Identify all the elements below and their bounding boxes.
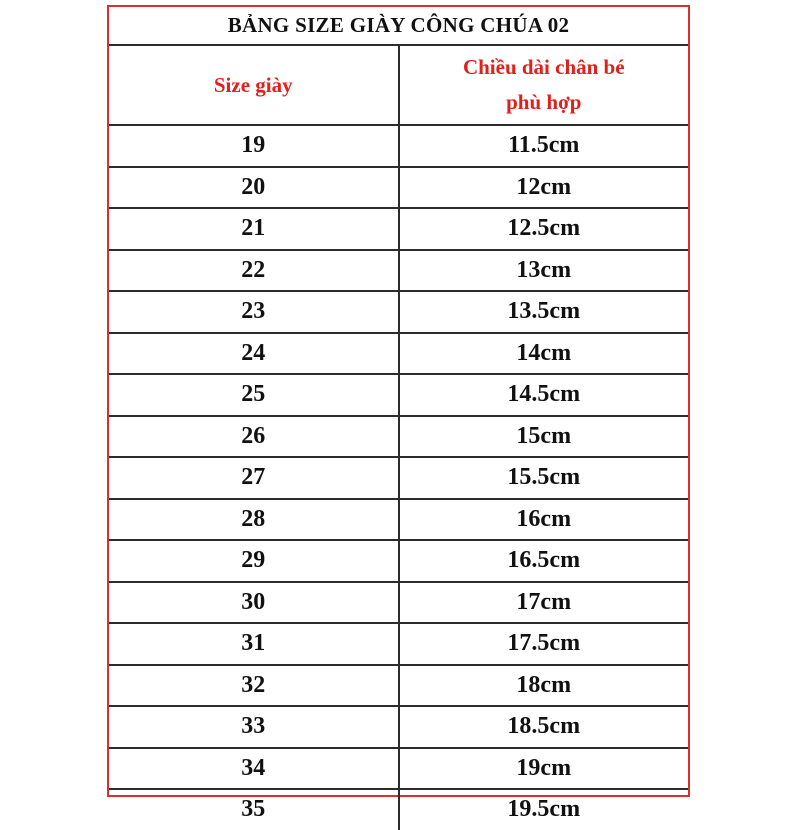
size-cell: 35 bbox=[109, 789, 399, 830]
title-row bbox=[109, 7, 688, 45]
size-cell: 22 bbox=[109, 250, 399, 292]
length-header-line1: Chiều dài chân bé bbox=[462, 55, 625, 79]
table-row bbox=[109, 582, 688, 624]
size-cell: 32 bbox=[109, 665, 399, 707]
table-row bbox=[109, 416, 688, 458]
table-row bbox=[109, 167, 688, 209]
size-chart-frame bbox=[107, 5, 690, 823]
table-row bbox=[109, 291, 688, 333]
size-cell: 31 bbox=[109, 623, 399, 665]
length-cell: 14cm bbox=[399, 333, 689, 375]
table-row bbox=[109, 540, 688, 582]
length-header-line2: phù hợp bbox=[506, 90, 582, 114]
table-row bbox=[109, 333, 688, 375]
length-cell: 16.5cm bbox=[399, 540, 689, 582]
length-cell: 19.5cm bbox=[507, 796, 581, 823]
size-cell: 26 bbox=[109, 416, 399, 458]
size-cell: 28 bbox=[109, 499, 399, 541]
size-rows bbox=[109, 125, 688, 830]
length-cell: 17.5cm bbox=[399, 623, 689, 665]
header-row bbox=[109, 45, 688, 125]
length-cell: 14.5cm bbox=[399, 374, 689, 416]
size-cell: 33 bbox=[109, 706, 399, 748]
table-row bbox=[109, 457, 688, 499]
size-column-header: Size giày bbox=[109, 45, 399, 125]
table-row bbox=[109, 208, 688, 250]
length-cell: 18.5cm bbox=[399, 706, 689, 748]
length-cell: 18cm bbox=[399, 665, 689, 707]
size-cell: 30 bbox=[109, 582, 399, 624]
length-cell: 12cm bbox=[399, 167, 689, 209]
size-cell: 21 bbox=[109, 208, 399, 250]
size-cell: 23 bbox=[109, 291, 399, 333]
size-cell: 24 bbox=[109, 333, 399, 375]
chart-title: BẢNG SIZE GIÀY CÔNG CHÚA 02 bbox=[109, 7, 688, 45]
length-cell: 13.5cm bbox=[399, 291, 689, 333]
size-cell: 20 bbox=[109, 167, 399, 209]
length-cell: 19cm bbox=[399, 748, 689, 790]
table-row bbox=[109, 374, 688, 416]
size-chart-table bbox=[109, 7, 688, 830]
length-column-header bbox=[399, 45, 689, 125]
table-row bbox=[109, 499, 688, 541]
size-cell: 34 bbox=[109, 748, 399, 790]
length-cell: 16cm bbox=[399, 499, 689, 541]
length-cell: 15cm bbox=[399, 416, 689, 458]
table-row bbox=[109, 623, 688, 665]
length-cell: 17cm bbox=[399, 582, 689, 624]
size-cell: 19 bbox=[109, 125, 399, 167]
table-row bbox=[109, 125, 688, 167]
table-row bbox=[109, 789, 688, 830]
size-cell: 27 bbox=[109, 457, 399, 499]
table-row bbox=[109, 748, 688, 790]
size-cell: 29 bbox=[109, 540, 399, 582]
length-cell: 13cm bbox=[399, 250, 689, 292]
length-cell: 15.5cm bbox=[399, 457, 689, 499]
table-row bbox=[109, 706, 688, 748]
table-row bbox=[109, 250, 688, 292]
table-row bbox=[109, 665, 688, 707]
length-cell: 12.5cm bbox=[399, 208, 689, 250]
length-cell: 11.5cm bbox=[399, 125, 689, 167]
size-cell: 25 bbox=[109, 374, 399, 416]
